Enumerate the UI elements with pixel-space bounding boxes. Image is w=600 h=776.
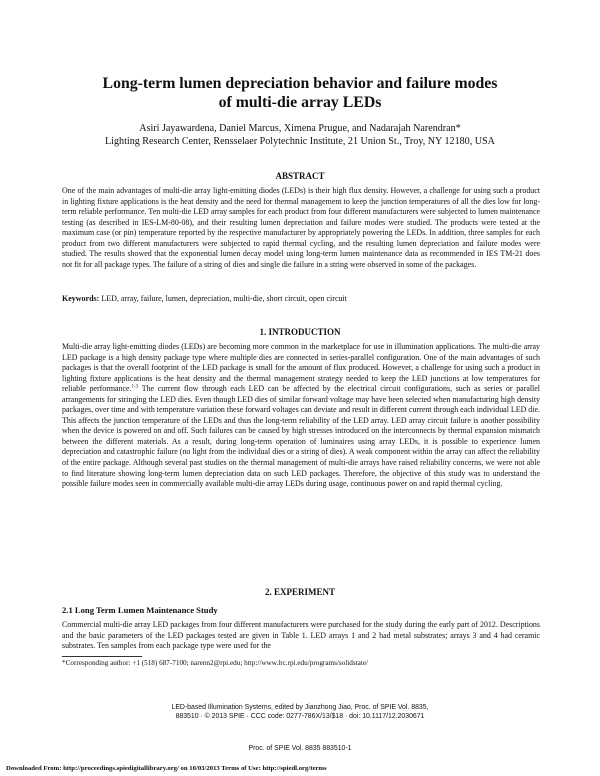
publication-info-line-2: 883510 · © 2013 SPIE · CCC code: 0277-786X/13/$18 · doi: 10.1117/12.2030671: [175, 713, 425, 720]
experiment-heading: 2. EXPERIMENT: [264, 587, 335, 597]
abstract-text: One of the main advantages of multi-die array light-emitting diodes (LEDs) is their high flux density. However, a challenge for using such a product in lighting fixture applications is the heat density and the need for thermal management to keep the junction temperatures of all the dies low for long-term reliable performance. Ten multi-die LED array samples for each product from four different manufacturers were subjected to lumen maintenance testing (as described in IES-LM-80-08), and their resulting lumen depreciation and failure modes were studied. The products were tested at the maximum case (or pin) temperature reported by the respective manufacturer by appropriately powering the LEDs. In addition, three samples for each product from two different manufacturers were subjected to rapid thermal cycling, and the resulting lumen depreciation and failure modes were studied. The results showed that the exponential lumen decay model using long-term lumen maintenance data as recommended in IES TM-21 does not fit for all package types. The failure of a string of dies and single die failure in a string were observed in some of the packages.: [62, 186, 540, 269]
keywords: [62, 294, 540, 303]
introduction-heading: 1. INTRODUCTION: [259, 327, 341, 337]
intro-text-part-2: The current flow through each LED can be affected by the electrical circuit configurations, such as series or parallel arrangements for stringing the LED dies. Even though LED dies of similar forward voltage may have been selected when manufacturing high density packages, over time and with temperature variation these forward voltages can deviate and result in different current through each individual LED die. This affects the junction temperature of the LEDs and thus the long-term reliability of the LED array. LED array circuit failure is another possibility when the device is powered on and off. Such failures can be caused by high stresses introduced on the interconnects by thermal expansion mismatch between the different materials. As a result, during long-term operation of luminaires using array LEDs, it is possible to experience lumen depreciation and catastrophic failure (no light from the individual dies or a string of dies). A weak component within the array can affect the reliability of the entire package. Although several past studies on the thermal management of multi-die arrays have raised reliability concerns, we were not able to find literature showing long-term lumen depreciation data on such LED packages. Therefore, the objective of this study was to understand the possible failure modes seen in commercially available multi-die array LEDs during usage, continuous power on and rapid thermal cycling.: [62, 384, 540, 489]
affiliation: Lighting Research Center, Rensselaer Polytechnic Institute, 21 Union St., Troy, NY 12180, USA: [105, 136, 495, 147]
footnote-divider: [62, 656, 142, 657]
publication-info-line-1: LED-based Illumination Systems, edited by Jianzhong Jiao, Proc. of SPIE Vol. 8835,: [171, 704, 429, 711]
corresponding-author-footnote: *Corresponding author: +1 (518) 687-7100; narenn2@rpi.edu; http://www.lrc.rpi.edu/programs/solidstate/: [62, 659, 369, 667]
page-reference: Proc. of SPIE Vol. 8835 883510-1: [248, 745, 352, 752]
title-line-2: of multi-die array LEDs: [218, 94, 382, 111]
intro-text-part-1: Multi-die array light-emitting diodes (LEDs) are becoming more common in the marketplace for use in illumination applications. The multi-die array LED package is a high density package type where multiple dies are connected in series-parallel configuration. One of the main advantages of such packages is that the overall footprint of the LED package is small for the amount of flux produced. However, a challenge for using such a product in lighting fixture applications is the heat density and the thermal management strategy needed to keep the LED junctions at low temperatures for reliable performance.: [62, 342, 540, 394]
author-list: Asiri Jayawardena, Daniel Marcus, Ximena Prugue, and Nadarajah Narendran*: [139, 123, 461, 134]
keywords-label: Keywords:: [62, 294, 100, 303]
citation-marker: 1-3: [131, 384, 139, 390]
introduction-text: [62, 342, 540, 490]
keywords-list: LED, array, failure, lumen, depreciation, multi-die, short circuit, open circuit: [101, 294, 347, 303]
download-notice: Downloaded From: http://proceedings.spiedigitallibrary.org/ on 10/03/2013 Terms of Use: http://spiedl.org/terms: [6, 765, 327, 772]
publication-info: [30, 703, 570, 721]
experiment-subheading: 2.1 Long Term Lumen Maintenance Study: [62, 605, 218, 615]
paper-title: [40, 74, 560, 112]
experiment-text: Commercial multi-die array LED packages from four different manufacturers were purchased for the study during the early part of 2012. Descriptions and the basic parameters of the LED packages tested are given in Table 1. LED arrays 1 and 2 had metal substrates; arrays 3 and 4 had ceramic substrates. Ten samples from each package type were used for the: [62, 620, 540, 651]
title-line-1: Long-term lumen depreciation behavior and failure modes: [102, 75, 498, 92]
abstract-heading: ABSTRACT: [275, 171, 325, 181]
